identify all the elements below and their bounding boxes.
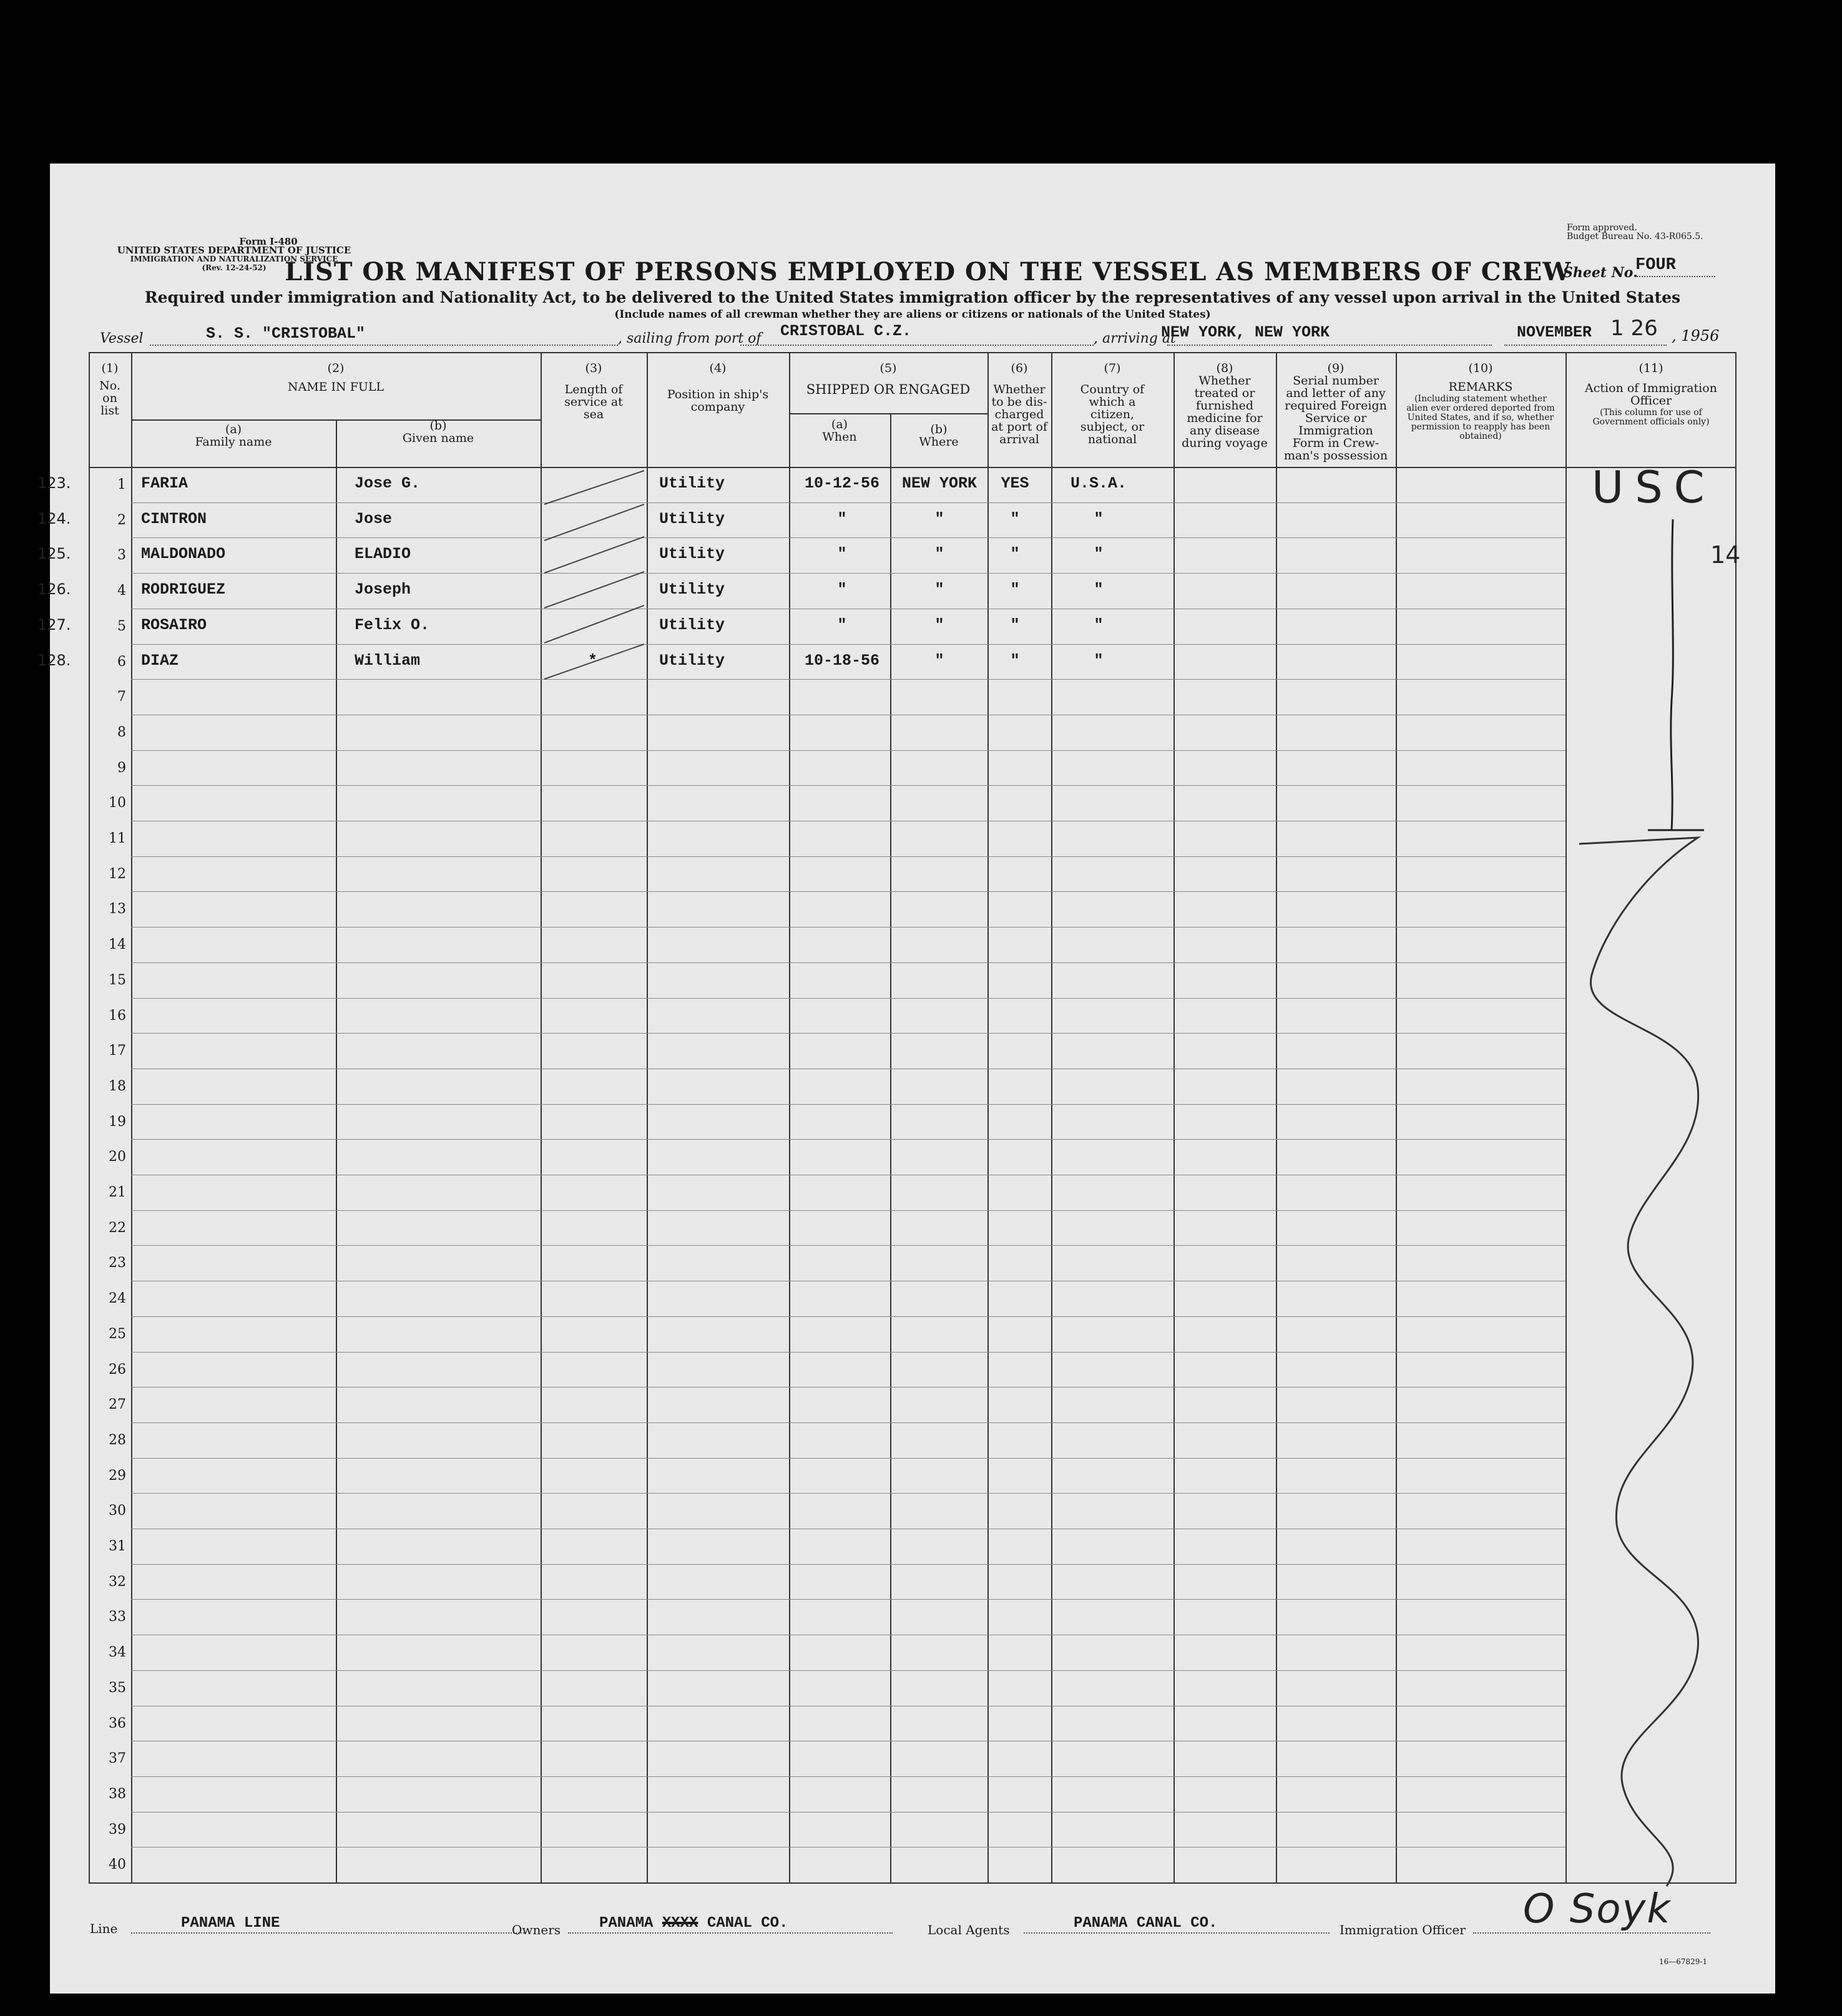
row-divider [131, 502, 1565, 503]
given-name: Jose [355, 509, 393, 528]
list-number: 125. [37, 545, 71, 563]
given-name: ELADIO [355, 545, 411, 564]
row-divider [131, 1493, 1565, 1494]
row-number: 26 [109, 1361, 126, 1377]
row-number: 33 [109, 1609, 126, 1625]
shipped-when: " [837, 509, 847, 528]
row-divider [131, 891, 1565, 892]
row-number: 2 [117, 512, 126, 528]
country: " [1094, 545, 1104, 564]
form-number: Form I-480 [239, 236, 298, 247]
discharged: " [1010, 651, 1020, 670]
shipped-when: 10-12-56 [804, 474, 880, 492]
form-subtitle: Required under immigration and Nationality Act, to be delivered to the United States immigration officer by the representatives of any vessel upon arrival in the United States [144, 288, 1681, 306]
count-handwritten: 14 [1710, 541, 1741, 569]
row-number: 10 [109, 795, 126, 811]
country: " [1094, 651, 1104, 670]
row-number: 13 [109, 901, 126, 917]
row-divider [131, 1812, 1565, 1813]
col7-header: (7) Country of which a citizen, subject, or national [1080, 361, 1145, 446]
manifest-sheet [37, 164, 1775, 1994]
col4-header: (4) Position in ship's company [667, 361, 769, 414]
row-divider [131, 1210, 1565, 1211]
position: Utility [659, 580, 725, 599]
row-divider [131, 1316, 1565, 1317]
col1-header: (1) No. on list [99, 361, 120, 418]
row-number: 25 [109, 1326, 126, 1342]
row-number: 1 [117, 477, 126, 492]
port-from: CRISTOBAL C.Z. [780, 322, 912, 340]
row-number: 39 [109, 1821, 126, 1837]
owners-label: Owners [512, 1922, 561, 1937]
form-approval [1567, 223, 1703, 241]
row-divider [131, 537, 1565, 538]
shipped-when: " [837, 545, 847, 564]
row-divider [131, 1422, 1565, 1423]
discharged: " [1010, 615, 1020, 634]
list-number: 126. [37, 580, 71, 599]
given-name: Jose G. [355, 474, 421, 492]
row-number: 6 [117, 653, 126, 670]
line-value: PANAMA LINE [181, 1915, 280, 1932]
shipped-where: " [934, 580, 944, 599]
row-number: 5 [117, 618, 126, 634]
agents-value: PANAMA CANAL CO. [1074, 1915, 1218, 1932]
position: Utility [659, 474, 725, 492]
family-name: MALDONADO [141, 545, 226, 564]
shipped-where: " [934, 545, 944, 564]
row-divider [131, 1104, 1565, 1105]
country: " [1094, 509, 1104, 528]
service-name: IMMIGRATION AND NATURALIZATION SERVICE [130, 255, 338, 263]
row-divider [131, 1245, 1565, 1246]
position: Utility [659, 651, 725, 670]
row-number: 37 [109, 1751, 126, 1767]
service-column-strokes [541, 467, 647, 854]
family-name: ROSAIRO [141, 615, 207, 634]
row-number: 7 [117, 689, 126, 705]
row-number: 28 [109, 1432, 126, 1448]
row-number: 23 [109, 1255, 126, 1271]
department-name: UNITED STATES DEPARTMENT OF JUSTICE [117, 245, 351, 256]
col2b-header: (b) Given name [402, 419, 474, 445]
col5b-header: (b) Where [919, 423, 959, 449]
arriving-label: , arriving at [1094, 331, 1176, 346]
col5a-header: (a) When [822, 418, 857, 444]
row-number: 32 [109, 1573, 126, 1590]
vessel-name: S. S. "CRISTOBAL" [206, 325, 366, 343]
row-number: 22 [109, 1220, 126, 1236]
form-note: (Include names of all crewman whether they are aliens or citizens or nationals of the United States) [614, 308, 1211, 321]
discharged: " [1010, 545, 1020, 564]
row-number: 4 [117, 583, 126, 599]
shipped-when: 10-18-56 [804, 651, 880, 670]
officer-label: Immigration Officer [1340, 1922, 1466, 1937]
shipped-when: " [837, 580, 847, 599]
list-number: 123. [37, 474, 71, 492]
col9-header: (9) Serial number and letter of any required Foreign Service or Immigration Form in Crew-man's possession [1283, 361, 1388, 462]
col2a-header: (a) Family name [195, 423, 272, 449]
row-number: 12 [109, 866, 126, 882]
row-number: 21 [109, 1185, 126, 1200]
port-to: NEW YORK, NEW YORK [1161, 323, 1330, 341]
col3-header: (3) Length of service at sea [564, 361, 623, 421]
row-divider [131, 1670, 1565, 1671]
usc-handwritten: USC [1592, 462, 1716, 513]
row-divider [131, 750, 1565, 751]
shipped-where: " [934, 509, 944, 528]
row-divider [131, 785, 1565, 786]
country: U.S.A. [1070, 474, 1127, 492]
row-number: 36 [109, 1715, 126, 1731]
row-number: 27 [109, 1397, 126, 1413]
row-number: 19 [109, 1113, 126, 1130]
bracket-mark [1635, 513, 1710, 838]
row-divider [131, 1352, 1565, 1353]
list-number: 128. [37, 651, 71, 669]
row-number: 40 [109, 1857, 126, 1873]
row-divider [131, 1776, 1565, 1777]
row-number: 14 [109, 937, 126, 953]
budget-text: Budget Bureau No. 43-R065.5. [1567, 232, 1703, 242]
approved-text: Form approved. [1567, 223, 1637, 233]
col11-header: (11) Action of Immigration Officer (This column for use of Government officials only) [1585, 361, 1717, 427]
wavy-cancel-line [1567, 838, 1735, 1892]
discharged: YES [1001, 474, 1029, 492]
owners-value: PANAMA XXXX CANAL CO. [599, 1915, 788, 1932]
position: Utility [659, 509, 725, 528]
position: Utility [659, 615, 725, 634]
length-of-service: * [588, 651, 598, 670]
line-label: Line [90, 1921, 118, 1936]
sheet-label: Sheet No. [1563, 265, 1638, 281]
arrival-day-handwritten: 1 26 [1610, 316, 1658, 341]
row-divider [131, 1139, 1565, 1140]
position: Utility [659, 545, 725, 564]
family-name: DIAZ [141, 651, 179, 670]
row-number: 31 [109, 1539, 126, 1554]
family-name: FARIA [141, 474, 189, 492]
sailing-label: , sailing from port of [618, 331, 762, 346]
row-divider [131, 1458, 1565, 1459]
col8-header: (8) Whether treated or furnished medicine for any disease during voyage [1182, 361, 1268, 450]
row-number: 29 [109, 1467, 126, 1484]
list-number: 124. [37, 509, 71, 527]
row-divider [131, 1564, 1565, 1565]
country: " [1094, 580, 1104, 599]
shipped-where: " [934, 615, 944, 634]
shipped-where: NEW YORK [901, 474, 977, 492]
row-number: 15 [109, 972, 126, 988]
shipped-when: " [837, 615, 847, 634]
family-name: CINTRON [141, 509, 207, 528]
row-divider [131, 856, 1565, 857]
row-number: 24 [109, 1291, 126, 1307]
row-number: 18 [109, 1078, 126, 1094]
row-divider [131, 1599, 1565, 1600]
shipped-where: " [934, 651, 944, 670]
row-number: 34 [109, 1645, 126, 1661]
col2-header: (2) NAME IN FULL [287, 361, 385, 394]
row-divider [131, 679, 1565, 680]
given-name: Felix O. [355, 615, 430, 634]
row-number: 20 [109, 1149, 126, 1165]
sheet-number: FOUR [1635, 256, 1676, 275]
row-number: 11 [109, 831, 126, 846]
row-number: 9 [117, 760, 126, 776]
list-number: 127. [37, 615, 71, 634]
row-divider [131, 573, 1565, 574]
row-number: 3 [117, 547, 126, 564]
country: " [1094, 615, 1104, 634]
given-name: Joseph [355, 580, 411, 599]
arrival-date: NOVEMBER [1517, 323, 1592, 341]
row-number: 30 [109, 1503, 126, 1519]
row-number: 17 [109, 1043, 126, 1059]
discharged: " [1010, 580, 1020, 599]
row-number: 16 [109, 1007, 126, 1024]
family-name: RODRIGUEZ [141, 580, 226, 599]
row-divider [131, 962, 1565, 963]
revision-date: (Rev. 12-24-52) [202, 263, 267, 272]
row-number: 38 [109, 1786, 126, 1802]
col10-header: (10) REMARKS (Including statement whether alien ever ordered deported from United States, and if so, whether permission to reapply has been obtained) [1406, 361, 1555, 441]
row-number: 8 [117, 724, 126, 740]
row-divider [131, 1033, 1565, 1034]
form-code: 16—67829-1 [1659, 1957, 1708, 1966]
col6-header: (6) Whether to be dis-charged at port of arrival [991, 361, 1047, 446]
row-number: 35 [109, 1680, 126, 1696]
officer-signature: O Soyk [1523, 1886, 1672, 1932]
row-divider [131, 998, 1565, 999]
form-title: LIST OR MANIFEST OF PERSONS EMPLOYED ON THE VESSEL AS MEMBERS OF CREW [285, 257, 1572, 286]
discharged: " [1010, 509, 1020, 528]
arrival-year: , 1956 [1672, 327, 1720, 345]
agents-label: Local Agents [928, 1922, 1010, 1937]
given-name: William [355, 651, 421, 670]
row-divider [131, 644, 1565, 645]
vessel-label: Vessel [100, 331, 144, 346]
col5-header: (5) SHIPPED OR ENGAGED [806, 361, 971, 397]
